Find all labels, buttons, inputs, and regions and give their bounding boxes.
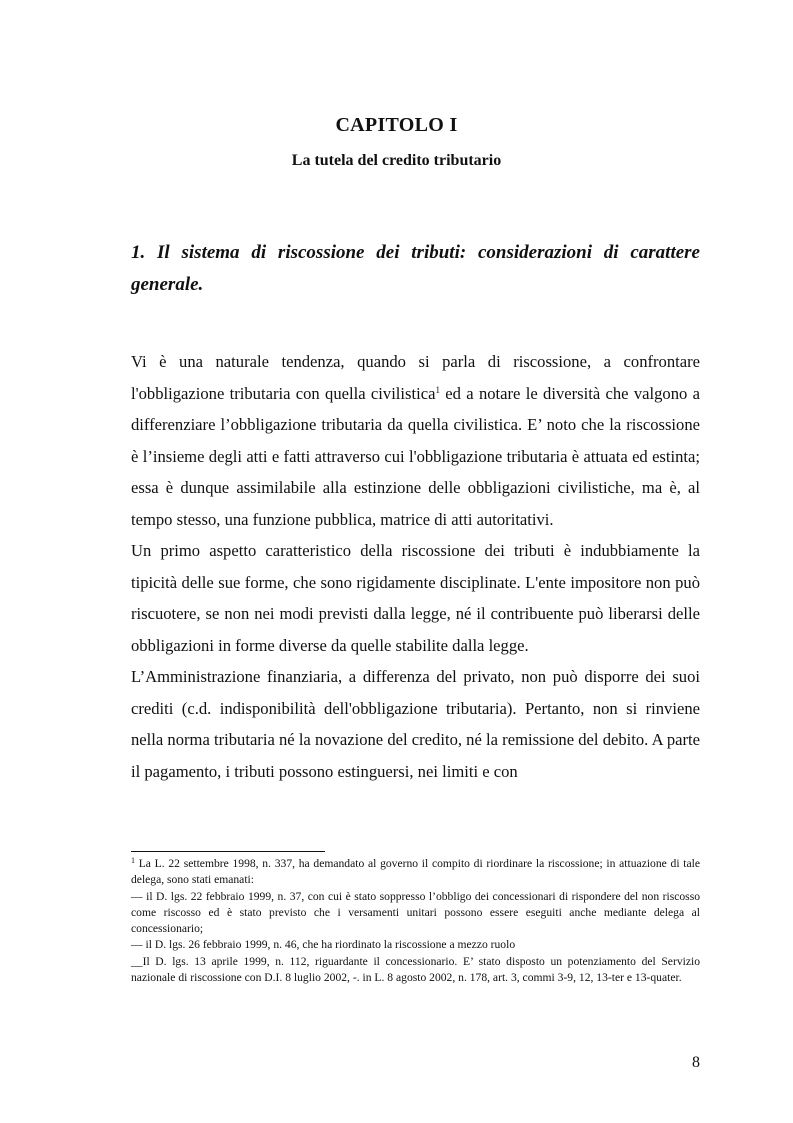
- paragraph-2: Un primo aspetto caratteristico della riscossione dei tributi è indubbiamente la tipicità delle sue forme, che sono rigidamente disciplinate. L'ente impositore non può riscuotere, se non nei modi previsti dalla legge, né il contribuente può liberarsi delle obbligazioni in forme diverse da quelle stabilite dalla legge.: [131, 541, 700, 655]
- page-number: 8: [692, 1054, 700, 1071]
- footnote-line-4: __Il D. lgs. 13 aprile 1999, n. 112, riguardante il concessionario. E’ stato disposto un potenziamento del Servizio nazionale di riscossione con D.I. 8 luglio 2002, -. in L. 8 agosto 2002, n. 178, art. 3, commi 3-9, 12, 13-ter e 13-quater.: [131, 954, 700, 985]
- footnote-line-2: — il D. lgs. 22 febbraio 1999, n. 37, con cui è stato soppresso l’obbligo dei concessionari di rispondere del non riscosso come riscosso ed è stato previsto che i versamenti unitari possono essere eseguiti anche mediante delega al concessionario;: [131, 889, 700, 936]
- footnote-line-1-text: La L. 22 settembre 1998, n. 337, ha demandato al governo il compito di riordinare la riscossione; in attuazione di tale delega, sono stati emanati:: [131, 857, 700, 887]
- section-heading: 1. Il sistema di riscossione dei tributi: considerazioni di carattere generale.: [131, 242, 700, 295]
- chapter-subtitle: La tutela del credito tributario: [291, 152, 502, 169]
- footnote-separator: [131, 851, 325, 852]
- body-text: [131, 346, 700, 787]
- paragraph-1-text-b: ed a notare le diversità che valgono a differenziare l’obbligazione tributaria da quella civilistica. E’ noto che la riscossione è l’insieme degli atti e fatti attraverso cui l'obbligazione tributaria è attuata ed estinta; essa è dunque assimilabile alla estinzione delle obbligazioni civilistiche, ma è, al tempo stesso, una funzione pubblica, matrice di atti autoritativi.: [131, 383, 701, 529]
- footnote-mark: 1: [131, 856, 135, 865]
- footnote: [131, 856, 700, 986]
- paragraph-1-text-a: Vi è una naturale tendenza, quando si parla di riscossione, a confrontare l'obbligazione tributaria con quella civilistica: [131, 352, 700, 403]
- paragraph-1: [131, 346, 700, 535]
- paragraph-3: L’Amministrazione finanziaria, a differenza del privato, non può disporre dei suoi crediti (c.d. indisponibilità dell'obbligazione tributaria). Pertanto, non si rinviene nella norma tributaria né la novazione del credito, né la remissione del debito. A parte il pagamento, i tributi possono estinguersi, nei limiti e con: [131, 667, 700, 781]
- footnote-line-3: — il D. lgs. 26 febbraio 1999, n. 46, che ha riordinato la riscossione a mezzo ruolo: [131, 938, 516, 952]
- chapter-title: CAPITOLO I: [335, 114, 458, 136]
- footnote-reference: 1: [435, 384, 440, 395]
- footnote-line-1: [131, 856, 700, 889]
